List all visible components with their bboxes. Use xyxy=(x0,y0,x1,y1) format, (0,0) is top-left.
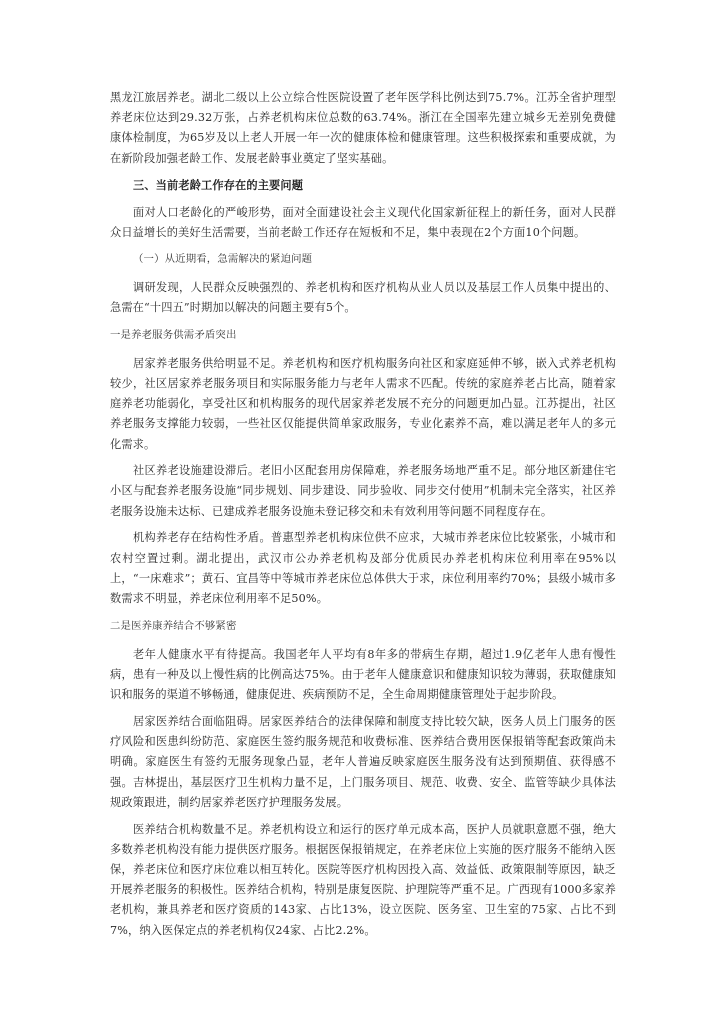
point-2-paragraph-2: 居家医养结合面临阻碍。居家医养结合的法律保障和制度支持比较欠缺，医务人员上门服务的医疗风险和医患纠纷防范、家庭医生签约服务规范和收费标准、医养结合费用医保报销等配套政策尚未明确。家庭医生有签约无服务现象凸显，老年人普遍反映家庭医生服务没有达到预期值、获得感不强。吉林提出，基层医疗卫生机构力量不足，上门服务项目、规范、收费、安全、监管等缺少具体法规政策跟进，制约居家养老医疗护理服务发展。 xyxy=(110,714,616,809)
document-page xyxy=(110,88,616,947)
point-1-paragraph-3: 机构养老存在结构性矛盾。普惠型养老机构床位供不应求，大城市养老床位比较紧张，小城市和农村空置过剩。湖北提出，武汉市公办养老机构及部分优质民办养老机构床位利用率在95%以上，“一床难求”；黄石、宜昌等中等城市养老床位总体供大于求，床位利用率约70%；县级小城市多数需求不明显，养老床位利用率不足50%。 xyxy=(110,531,616,605)
section-intro-paragraph: 面对人口老龄化的严峻形势，面对全面建设社会主义现代化国家新征程上的新任务，面对人民群众日益增长的美好生活需要，当前老龄工作还存在短板和不足，集中表现在2个方面10个问题。 xyxy=(110,205,616,239)
subsection-heading: （一）从近期看，急需解决的紧迫问题 xyxy=(133,253,313,266)
intro-paragraph: 黑龙江旅居养老。湖北二级以上公立综合性医院设置了老年医学科比例达到75.7%。江苏全省护理型养老床位达到29.32万张，占养老机构床位总数的63.74%。浙江在全国率先建立城乡无差别免费健康体检制度，为65岁及以上老人开展一年一次的健康体检和健康管理。这些积极探索和重要成就，为在新阶段加强老龄工作、发展老龄事业奠定了坚实基础。 xyxy=(110,91,616,165)
section-heading: 三、当前老龄工作存在的主要问题 xyxy=(133,178,304,193)
point-1-paragraph-2: 社区养老设施建设滞后。老旧小区配套用房保障难，养老服务场地严重不足。部分地区新建住宅小区与配套养老服务设施“同步规划、同步建设、同步验收、同步交付使用”机制未完全落实，社区养老服务设施未达标、已建成养老服务设施未登记移交和未有效利用等问题不同程度存在。 xyxy=(110,464,616,518)
point-2-paragraph-1: 老年人健康水平有待提高。我国老年人平均有8年多的带病生存期，超过1.9亿老年人患有慢性病，患有一种及以上慢性病的比例高达75%。由于老年人健康意识和健康知识较为薄弱，获取健康知识和服务的渠道不够畅通，健康促进、疾病预防不足，全生命周期健康管理处于起步阶段。 xyxy=(110,647,616,702)
subsection-intro-paragraph: 调研发现，人民群众反映强烈的、养老机构和医疗机构从业人员以及基层工作人员集中提出的、急需在“十四五”时期加以解决的问题主要有5个。 xyxy=(110,280,616,314)
point-1-title: 一是养老服务供需矛盾突出 xyxy=(110,328,237,341)
point-2-paragraph-3: 医养结合机构数量不足。养老机构设立和运行的医疗单元成本高，医护人员就职意愿不强，绝大多数养老机构没有能力提供医疗服务。根据医保报销规定，在养老床位上实施的医疗服务不能纳入医保，养老床位和医疗床位难以相互转化。医院等医疗机构因投入高、效益低、政策限制等原因，缺乏开展养老服务的积极性。医养结合机构，特别是康复医院、护理院等严重不足。广西现有1000多家养老机构，兼具养老和医疗资质的143家、占比13%，设立医院、医务室、卫生室的75家、占比不到7%，纳入医保定点的养老机构仅24家、占比2.2%。 xyxy=(110,822,616,937)
point-2-title: 二是医养康养结合不够紧密 xyxy=(110,619,237,632)
point-1-paragraph-1: 居家养老服务供给明显不足。养老机构和医疗机构服务向社区和家庭延伸不够，嵌入式养老机构较少，社区居家养老服务项目和实际服务能力与老年人需求不匹配。传统的家庭养老占比高，随着家庭养老功能弱化，享受社区和机构服务的现代居家养老发展不充分的问题更加凸显。江苏提出，社区养老服务支撑能力较弱，一些社区仅能提供简单家政服务，专业化素养不高，难以满足老年人的多元化需求。 xyxy=(110,356,616,451)
